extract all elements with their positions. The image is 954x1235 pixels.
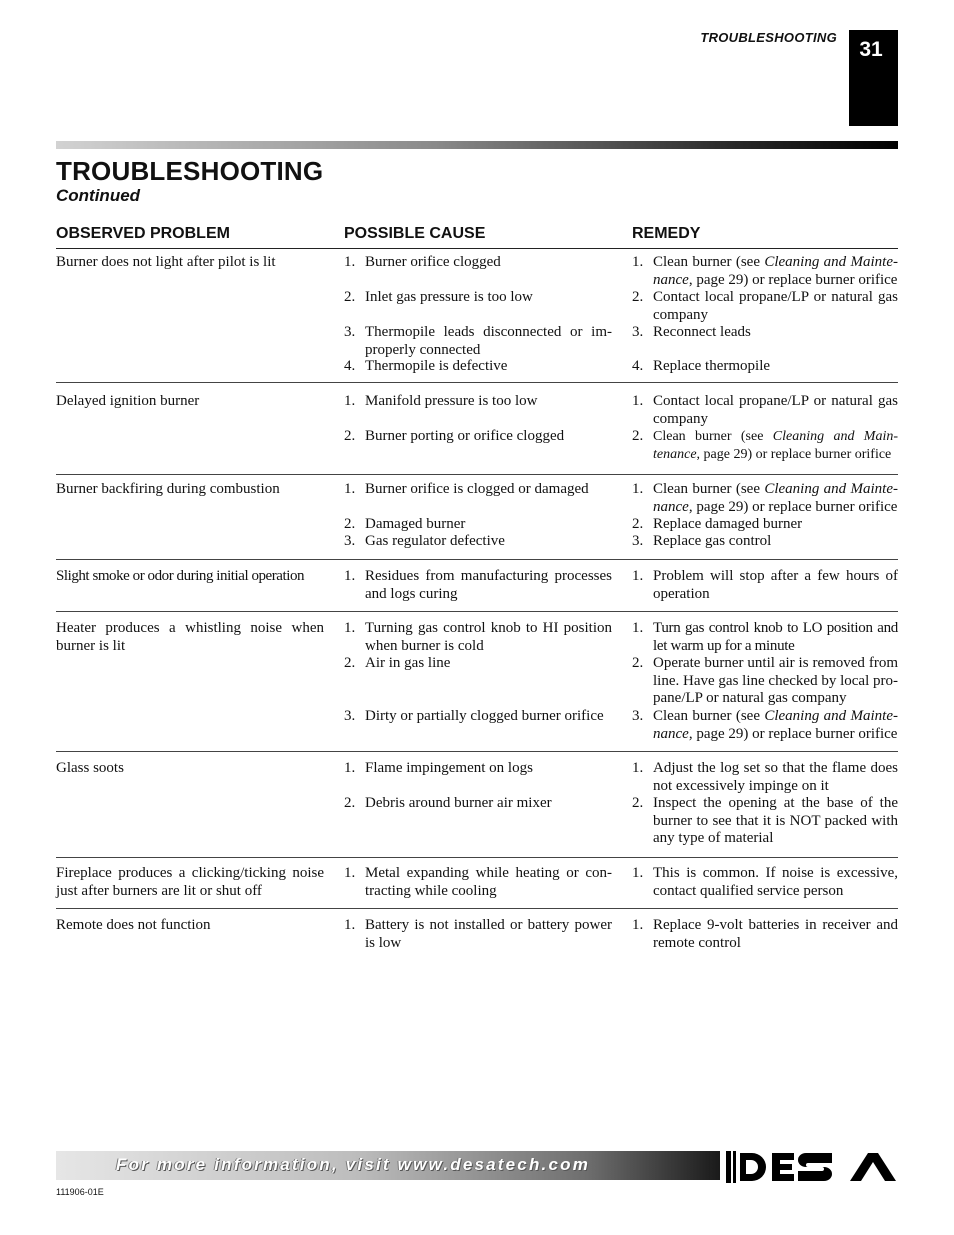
cause-item: 1. Residues from manufacturing processes and logs curing: [344, 568, 612, 602]
observed-problem: Burner backfiring during combustion: [56, 481, 280, 497]
cause-item: 2. Debris around burner air mixer: [344, 795, 552, 811]
remedy-item: 2. Operate burner until air is removed from line. Have gas line checked by local pro-pane/LP or natural gas company: [632, 655, 898, 706]
remedy-item: 2. Contact local propane/LP or natural gas company: [632, 289, 898, 323]
desa-logo: [726, 1151, 898, 1183]
row-separator: [56, 751, 898, 752]
cause-item: 1. Flame impingement on logs: [344, 760, 533, 776]
remedy-item: 1. Clean burner (see Cleaning and Mainte-nance, page 29) or replace burner orifice: [632, 254, 898, 288]
heading-rule: [56, 248, 898, 249]
observed-problem: Heater produces a whistling noise when burner is lit: [56, 620, 324, 654]
document-code: 111906-01E: [56, 1187, 104, 1197]
footer-website-text: For more information, visit www.desatech.com: [116, 1155, 591, 1174]
cause-item: 2. Air in gas line: [344, 655, 451, 671]
column-heading-problem: OBSERVED PROBLEM: [56, 225, 230, 242]
remedy-item: 1. Problem will stop after a few hours of operation: [632, 568, 898, 602]
cause-item: 3. Dirty or partially clogged burner orifice: [344, 708, 604, 724]
row-separator: [56, 908, 898, 909]
remedy-item: 1. Replace 9-volt batteries in receiver and remote control: [632, 917, 898, 951]
remedy-item: 1. Turn gas control knob to LO position and let warm up for a minute: [632, 620, 898, 654]
row-separator: [56, 857, 898, 858]
row-separator: [56, 611, 898, 612]
section-title: TROUBLESHOOTING: [56, 156, 324, 186]
column-heading-cause: POSSIBLE CAUSE: [344, 225, 486, 242]
cause-item: 2. Burner porting or orifice clogged: [344, 428, 565, 444]
cause-item: 1. Turning gas control knob to HI position when burner is cold: [344, 620, 612, 654]
remedy-item: 4. Replace thermopile: [632, 358, 771, 374]
remedy-item: 1. Clean burner (see Cleaning and Mainte-nance, page 29) or replace burner orifice: [632, 481, 898, 515]
footer-banner: [56, 1151, 720, 1180]
cause-item: 4. Thermopile is defective: [344, 358, 508, 374]
cause-item: 1. Burner orifice is clogged or damaged: [344, 481, 589, 497]
remedy-item: 2. Replace damaged burner: [632, 516, 803, 532]
remedy-item: 1. Adjust the log set so that the flame does not excessively impinge on it: [632, 760, 898, 794]
running-header-title: TROUBLESHOOTING: [700, 30, 837, 45]
remedy-item: 1. This is common. If noise is excessive, contact qualified service person: [632, 865, 898, 899]
cause-item: 1. Burner orifice clogged: [344, 254, 501, 270]
observed-problem: Glass soots: [56, 760, 124, 776]
observed-problem: Slight smoke or odor during initial operation: [56, 568, 305, 584]
cause-item: 3. Thermopile leads disconnected or im-properly connected: [344, 324, 612, 358]
cause-item: 2. Damaged burner: [344, 516, 466, 532]
remedy-item: 1. Contact local propane/LP or natural gas company: [632, 393, 898, 427]
section-subtitle: Continued: [56, 186, 141, 205]
page-number-tab: [849, 30, 898, 126]
observed-problem: Delayed ignition burner: [56, 393, 200, 409]
observed-problem: Burner does not light after pilot is lit: [56, 254, 276, 270]
row-separator: [56, 559, 898, 560]
cause-item: 1. Battery is not installed or battery power is low: [344, 917, 612, 951]
cause-item: 1. Manifold pressure is too low: [344, 393, 538, 409]
cause-item: 2. Inlet gas pressure is too low: [344, 289, 533, 305]
page-number: 31: [859, 38, 883, 61]
remedy-item: 2. Clean burner (see Cleaning and Main-tenance, page 29) or replace burner orifice: [632, 428, 898, 462]
row-separator: [56, 474, 898, 475]
observed-problem: Remote does not function: [56, 917, 211, 933]
row-separator: [56, 382, 898, 383]
column-heading-remedy: REMEDY: [632, 225, 701, 242]
header-gradient-rule: [56, 141, 898, 149]
remedy-item: 3. Clean burner (see Cleaning and Mainte-nance, page 29) or replace burner orifice: [632, 708, 898, 742]
cause-item: 1. Metal expanding while heating or con-tracting while cooling: [344, 865, 612, 899]
remedy-item: 3. Reconnect leads: [632, 324, 751, 340]
cause-item: 3. Gas regulator defective: [344, 533, 505, 549]
observed-problem: Fireplace produces a clicking/ticking noise just after burners are lit or shut off: [56, 865, 324, 899]
remedy-item: 2. Inspect the opening at the base of the burner to see that it is NOT packed with any type of material: [632, 795, 898, 846]
remedy-item: 3. Replace gas control: [632, 533, 772, 549]
